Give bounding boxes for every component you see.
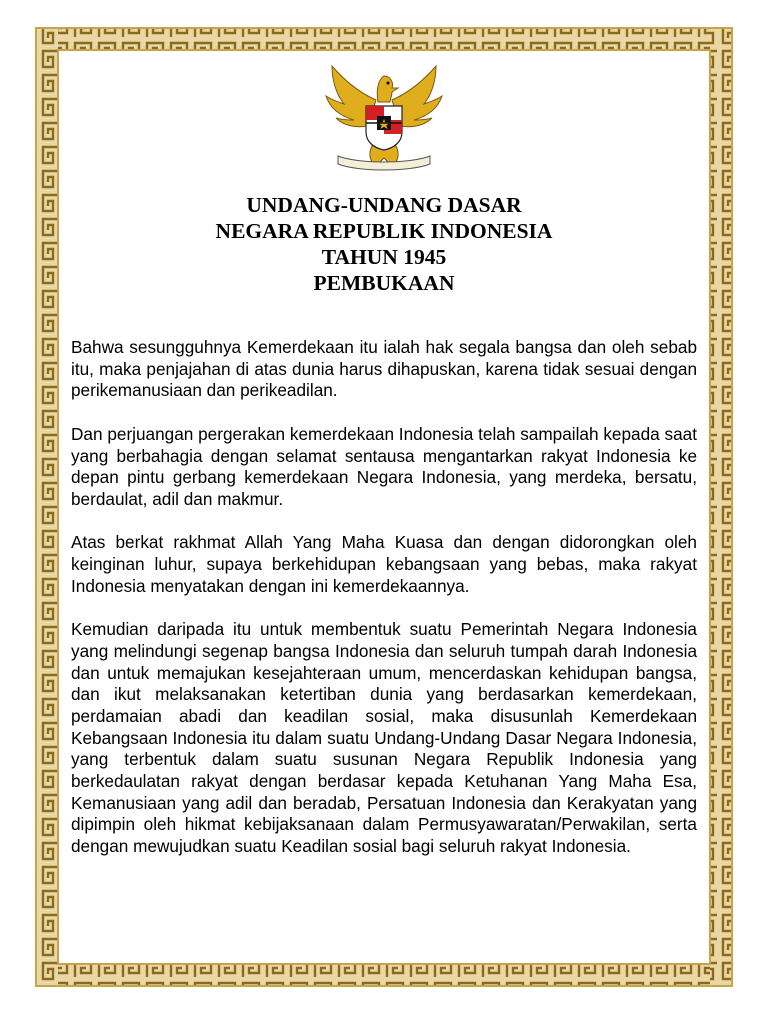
paragraph-2: Dan perjuangan pergerakan kemerdekaan Indonesia telah sampailah kepada saat yang berbahagia dengan selamat sentausa mengantarkan rakyat Indonesia ke depan pintu gerbang kemerdekaan Negara Indonesia, yang merdeka, bersatu, berdaulat, adil dan makmur.: [71, 423, 697, 509]
title-line-1: UNDANG-UNDANG DASAR: [246, 193, 522, 217]
preamble-body: [71, 337, 697, 880]
title-line-4: PEMBUKAAN: [313, 271, 455, 295]
paragraph-1: Bahwa sesungguhnya Kemerdekaan itu ialah hak segala bangsa dan oleh sebab itu, maka penjajahan di atas dunia harus dihapuskan, karena tidak sesuai dengan perikemanusiaan dan perikeadilan.: [71, 337, 697, 401]
title-line-2: NEGARA REPUBLIK INDONESIA: [215, 219, 553, 243]
paragraph-4: Kemudian daripada itu untuk membentuk suatu Pemerintah Negara Indonesia yang melindungi segenap bangsa Indonesia dan seluruh tumpah darah Indonesia dan untuk memajukan kesejahteraan umum, mencerdaskan kehidupan bangsa, dan ikut melaksanakan ketertiban dunia yang berdasarkan kemerdekaan, perdamaian abadi dan keadilan sosial, maka disusunlah Kemerdekaan Kebangsaan Indonesia itu dalam suatu Undang-Undang Dasar Negara Indonesia, yang terbentuk dalam suatu susunan Negara Republik Indonesia yang berkedaulatan rakyat dengan berdasar kepada Ketuhanan Yang Maha Esa, Kemanusiaan yang adil dan beradab, Persatuan Indonesia dan Kerakyatan yang dipimpin oleh hikmat kebijaksanaan dalam Permusyawaratan/Perwakilan, serta dengan mewujudkan suatu Keadilan sosial bagi seluruh rakyat Indonesia.: [71, 619, 697, 857]
document-title: [60, 192, 708, 296]
paragraph-3: Atas berkat rakhmat Allah Yang Maha Kuasa dan dengan didorongkan oleh keinginan luhur, supaya berkehidupan kebangsaan yang bebas, maka rakyat Indonesia menyatakan dengan ini kemerdekaannya.: [71, 532, 697, 596]
title-line-3: TAHUN 1945: [321, 245, 447, 269]
garuda-emblem-icon: [318, 62, 450, 174]
shield: [366, 106, 402, 150]
